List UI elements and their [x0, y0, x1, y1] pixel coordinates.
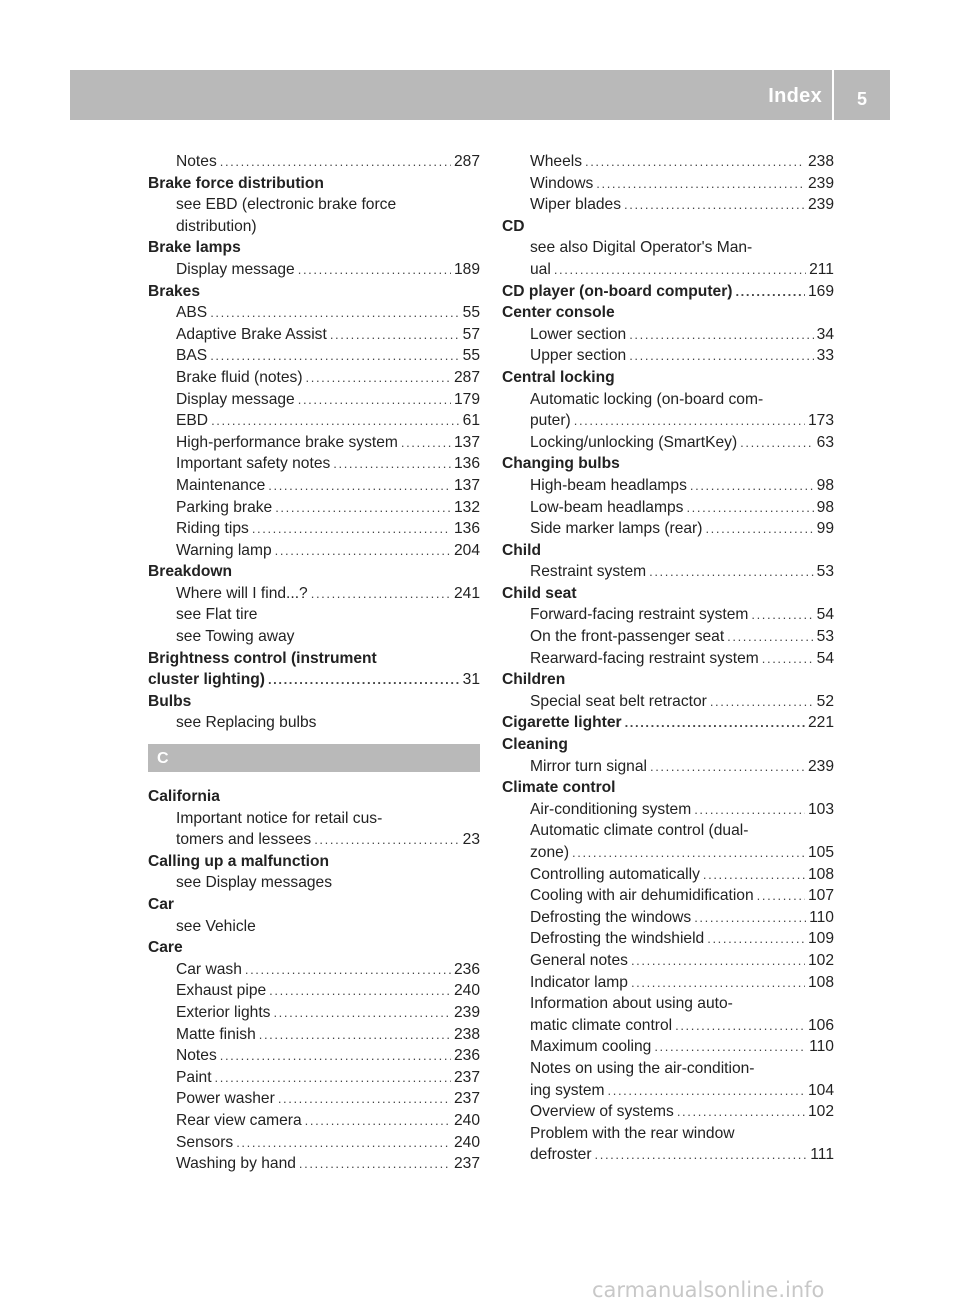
index-entry-subentry	[148, 367, 480, 389]
entry-text: High-performance brake system	[176, 433, 398, 451]
page-reference: 54	[816, 606, 834, 624]
index-entry-subentry	[502, 1144, 834, 1166]
entry-text: General notes	[530, 951, 628, 969]
watermark: carmanualsonline.info	[592, 1278, 825, 1302]
dot-leader	[306, 367, 451, 389]
index-entry-subentry	[502, 907, 834, 929]
page-reference: 99	[816, 520, 834, 538]
index-entry-subentry	[502, 864, 834, 886]
index-entry-subentry	[148, 1110, 480, 1132]
index-entry-subentry	[502, 561, 834, 583]
index-entry-heading: Changing bulbs	[502, 455, 620, 473]
dot-leader	[677, 1101, 805, 1123]
index-entry-subentry	[148, 1045, 480, 1067]
entry-text: Riding tips	[176, 520, 249, 538]
index-entry-subentry	[502, 259, 834, 281]
index-entry-subentry: Problem with the rear window	[530, 1124, 735, 1142]
index-entry-heading: Child seat	[502, 584, 577, 602]
index-entry-subentry	[148, 1132, 480, 1154]
dot-leader	[275, 540, 451, 562]
entry-text: Air-conditioning system	[530, 800, 692, 818]
dot-leader	[649, 561, 814, 583]
index-entry-heading: Climate control	[502, 779, 616, 797]
index-entry-subentry	[148, 518, 480, 540]
dot-leader	[220, 1045, 451, 1067]
dot-leader	[554, 259, 806, 281]
page-reference: 238	[453, 1025, 480, 1043]
header-bar	[70, 70, 832, 120]
entry-text: Rearward-facing restraint system	[530, 649, 759, 667]
entry-text: Power washer	[176, 1090, 275, 1108]
dot-leader	[694, 799, 805, 821]
index-entry-subentry	[148, 432, 480, 454]
page-reference: 287	[453, 368, 480, 386]
index-entry-heading: Care	[148, 939, 183, 957]
dot-leader	[595, 1144, 808, 1166]
index-entry-subentry	[502, 518, 834, 540]
index-entry-heading: California	[148, 788, 220, 806]
entry-text: Matte finish	[176, 1025, 256, 1043]
dot-leader	[710, 691, 814, 713]
index-entry-subentry	[148, 259, 480, 281]
entry-text: matic climate control	[530, 1016, 673, 1034]
dot-leader	[210, 345, 459, 367]
entry-text: Wiper blades	[530, 196, 622, 214]
entry-text: Mirror turn signal	[530, 757, 647, 775]
index-entry-subentry	[148, 324, 480, 346]
index-entry-subentry: Automatic locking (on-board com-	[530, 390, 764, 408]
section-header: C	[148, 744, 480, 772]
page-reference: 107	[807, 887, 834, 905]
entry-text: Maximum cooling	[530, 1038, 652, 1056]
index-entry-subentry	[502, 432, 834, 454]
dot-leader	[596, 173, 805, 195]
dot-leader	[298, 389, 451, 411]
index-entry-subentry	[502, 345, 834, 367]
page-reference: 236	[453, 1047, 480, 1065]
entry-text: High-beam headlamps	[530, 476, 687, 494]
entry-text: Windows	[530, 174, 594, 192]
entry-text: Overview of systems	[530, 1103, 674, 1121]
page-reference: 108	[807, 973, 834, 991]
dot-leader	[629, 345, 813, 367]
entry-text: Restraint system	[530, 563, 647, 581]
page-reference: 55	[462, 347, 480, 365]
page-reference: 237	[453, 1155, 480, 1173]
index-entry-subentry	[148, 1088, 480, 1110]
page-reference: 238	[807, 153, 834, 170]
page-reference: 63	[816, 433, 834, 451]
page-reference: 33	[816, 347, 834, 365]
index-column-right	[502, 151, 834, 1166]
index-entry-subentry	[148, 302, 480, 324]
page-reference: 61	[462, 412, 480, 430]
index-entry-subentry: see EBD (electronic brake force	[176, 196, 397, 214]
entry-text: Maintenance	[176, 476, 266, 494]
index-entry-subentry	[502, 799, 834, 821]
index-entry-subentry: see Towing away	[176, 628, 295, 646]
entry-text: Notes	[176, 1047, 217, 1065]
entry-text: CD player (on-board computer)	[502, 282, 733, 300]
entry-text: Important safety notes	[176, 455, 331, 473]
page-reference: 103	[807, 800, 834, 818]
dot-leader	[269, 980, 451, 1002]
page-reference: 109	[807, 930, 834, 948]
dot-leader	[762, 648, 814, 670]
entry-text: Defrosting the windows	[530, 908, 692, 926]
index-entry-subentry	[502, 950, 834, 972]
index-entry-subentry	[502, 194, 834, 216]
index-entry-subentry: see Replacing bulbs	[176, 714, 317, 732]
page-reference: 54	[816, 649, 834, 667]
dot-leader	[624, 194, 805, 216]
index-entry-subentry	[148, 453, 480, 475]
dot-leader	[299, 1153, 451, 1175]
page-reference: 132	[453, 498, 480, 516]
page-reference: 239	[807, 174, 834, 192]
page-reference: 287	[453, 153, 480, 170]
index-entry-subentry	[148, 389, 480, 411]
index-entry-subentry	[502, 410, 834, 432]
entry-text: Where will I find...?	[176, 584, 308, 602]
index-entry-subentry	[502, 648, 834, 670]
page-reference: 55	[462, 304, 480, 322]
entry-text: Side marker lamps (rear)	[530, 520, 703, 538]
page-number: 5	[834, 70, 890, 120]
dot-leader	[735, 281, 805, 303]
index-entry-heading	[148, 669, 480, 691]
index-entry-subentry	[502, 497, 834, 519]
page-reference: 102	[807, 951, 834, 969]
page-reference: 237	[453, 1068, 480, 1086]
page-reference: 108	[807, 865, 834, 883]
index-entry-subentry	[148, 1024, 480, 1046]
index-entry-subentry	[502, 885, 834, 907]
entry-text: Brake fluid (notes)	[176, 368, 303, 386]
page-reference: 239	[453, 1003, 480, 1021]
page-reference: 104	[807, 1081, 834, 1099]
entry-text: Lower section	[530, 325, 627, 343]
dot-leader	[707, 928, 805, 950]
page-reference: 239	[807, 757, 834, 775]
index-entry-subentry	[502, 1036, 834, 1058]
dot-leader	[629, 324, 813, 346]
index-entry-subentry	[148, 540, 480, 562]
page-reference: 189	[453, 260, 480, 278]
dot-leader	[333, 453, 451, 475]
entry-text: Locking/unlocking (SmartKey)	[530, 433, 738, 451]
dot-leader	[572, 842, 805, 864]
index-entry-heading: Brake force distribution	[148, 174, 324, 192]
page-reference: 31	[462, 671, 480, 689]
dot-leader	[245, 959, 451, 981]
entry-text: Exterior lights	[176, 1003, 271, 1021]
dot-leader	[314, 829, 459, 851]
index-entry-heading: Car	[148, 896, 175, 913]
dot-leader	[330, 324, 460, 346]
page-reference: 240	[453, 1133, 480, 1151]
page-reference: 102	[807, 1103, 834, 1121]
index-entry-subentry: Important notice for retail cus-	[176, 809, 383, 827]
index-entry-heading: Brakes	[148, 282, 201, 300]
entry-text: ual	[530, 260, 551, 278]
index-entry-subentry	[148, 497, 480, 519]
page-reference: 53	[816, 563, 834, 581]
page-reference: 110	[809, 1038, 834, 1056]
dot-leader	[694, 907, 806, 929]
index-entry-subentry	[148, 1067, 480, 1089]
dot-leader	[757, 885, 805, 907]
entry-text: On the front-passenger seat	[530, 628, 725, 646]
dot-leader	[311, 583, 451, 605]
page-reference: 136	[453, 520, 480, 538]
entry-text: Sensors	[176, 1133, 234, 1151]
entry-text: Low-beam headlamps	[530, 498, 684, 516]
dot-leader	[631, 950, 805, 972]
page-reference: 221	[807, 714, 834, 732]
index-entry-subentry: distribution)	[176, 217, 257, 235]
dot-leader	[727, 626, 813, 648]
index-entry-subentry	[148, 345, 480, 367]
dot-leader	[675, 1015, 805, 1037]
dot-leader	[275, 497, 451, 519]
page-reference: 137	[453, 433, 480, 451]
page-reference: 105	[807, 844, 834, 861]
dot-leader	[215, 1067, 451, 1089]
index-entry-subentry	[148, 410, 480, 432]
page-reference: 111	[810, 1146, 834, 1164]
page-reference: 136	[453, 455, 480, 473]
dot-leader	[686, 497, 813, 519]
page-reference: 179	[453, 390, 480, 408]
dot-leader	[278, 1088, 451, 1110]
entry-text: BAS	[176, 347, 208, 365]
index-entry-heading	[502, 281, 834, 303]
index-entry-heading: Brightness control (instrument	[148, 649, 377, 667]
dot-leader	[705, 518, 813, 540]
entry-text: Car wash	[176, 960, 242, 978]
page-reference: 241	[453, 584, 480, 602]
entry-text: Parking brake	[176, 498, 273, 516]
index-entry-heading	[502, 712, 834, 734]
index-entry-subentry	[502, 972, 834, 994]
entry-text: Wheels	[530, 153, 582, 170]
entry-text: zone)	[530, 844, 570, 861]
dot-leader	[401, 432, 451, 454]
entry-text: Controlling automatically	[530, 865, 700, 883]
entry-text: Display message	[176, 260, 295, 278]
index-entry-subentry: Information about using auto-	[530, 995, 733, 1013]
dot-leader	[252, 518, 451, 540]
header-title: Index	[768, 85, 822, 107]
dot-leader	[210, 302, 459, 324]
index-entry-subentry	[502, 324, 834, 346]
dot-leader	[220, 151, 451, 173]
index-entry-heading: Children	[502, 671, 566, 689]
page-reference: 57	[462, 325, 480, 343]
index-entry-subentry	[502, 691, 834, 713]
dot-leader	[259, 1024, 451, 1046]
entry-text: Washing by hand	[176, 1155, 296, 1173]
entry-text: Forward-facing restraint system	[530, 606, 749, 624]
dot-leader	[751, 604, 813, 626]
dot-leader	[585, 151, 805, 173]
dot-leader	[211, 410, 460, 432]
dot-leader	[608, 1080, 805, 1102]
index-entry-heading: Bulbs	[148, 692, 192, 710]
page-reference: 23	[462, 831, 480, 849]
index-entry-subentry	[148, 1153, 480, 1175]
entry-text: Notes	[176, 153, 217, 170]
index-entry-subentry	[502, 928, 834, 950]
entry-text: defroster	[530, 1146, 592, 1164]
dot-leader	[703, 864, 805, 886]
entry-text: cluster lighting)	[148, 671, 265, 689]
page-reference: 169	[807, 282, 834, 300]
index-entry-subentry: see Display messages	[176, 874, 333, 892]
index-entry-subentry	[502, 173, 834, 195]
dot-leader	[273, 1002, 451, 1024]
dot-leader	[740, 432, 813, 454]
index-column-left	[148, 151, 480, 1175]
index-entry-subentry	[148, 980, 480, 1002]
index-entry-subentry: Automatic climate control (dual-	[530, 822, 749, 840]
index-entry-subentry	[148, 475, 480, 497]
page-reference: 98	[816, 498, 834, 516]
index-entry-heading: Child	[502, 541, 541, 559]
entry-text: Display message	[176, 390, 295, 408]
entry-text: Exhaust pipe	[176, 982, 267, 1000]
page-reference: 239	[807, 196, 834, 214]
index-entry-subentry	[502, 756, 834, 778]
dot-leader	[625, 712, 805, 734]
entry-text: EBD	[176, 412, 209, 430]
dot-leader	[305, 1110, 451, 1132]
entry-text: ing system	[530, 1081, 605, 1099]
page-reference: 211	[809, 260, 834, 278]
entry-text: Paint	[176, 1068, 212, 1086]
index-entry-subentry	[502, 1101, 834, 1123]
page-reference: 237	[453, 1090, 480, 1108]
page-reference: 173	[807, 412, 834, 430]
index-entry-subentry: see also Digital Operator's Man-	[530, 239, 753, 257]
index-entry-subentry	[148, 151, 480, 173]
index-entry-heading: CD	[502, 217, 525, 235]
entry-text: Rear view camera	[176, 1111, 302, 1129]
index-entry-heading: Calling up a malfunction	[148, 852, 330, 870]
dot-leader	[654, 1036, 806, 1058]
dot-leader	[574, 410, 805, 432]
page-reference: 53	[816, 628, 834, 646]
index-entry-subentry	[502, 1080, 834, 1102]
entry-text: Cigarette lighter	[502, 714, 622, 732]
page-reference: 137	[453, 476, 480, 494]
dot-leader	[298, 259, 451, 281]
index-entry-subentry	[502, 604, 834, 626]
entry-text: Upper section	[530, 347, 627, 365]
dot-leader	[236, 1132, 451, 1154]
index-entry-subentry	[148, 829, 480, 851]
index-entry-heading: Brake lamps	[148, 239, 241, 257]
index-entry-subentry	[502, 475, 834, 497]
index-entry-heading: Cleaning	[502, 736, 568, 754]
page-reference: 34	[816, 325, 834, 343]
entry-text: Cooling with air dehumidification	[530, 887, 754, 905]
index-entry-subentry	[148, 1002, 480, 1024]
entry-text: tomers and lessees	[176, 831, 312, 849]
page-reference: 204	[453, 541, 480, 559]
dot-leader	[268, 669, 460, 691]
index-entry-heading: Central locking	[502, 368, 615, 386]
entry-text: Adaptive Brake Assist	[176, 325, 327, 343]
dot-leader	[268, 475, 451, 497]
dot-leader	[631, 972, 805, 994]
dot-leader	[690, 475, 814, 497]
index-entry-subentry	[502, 1015, 834, 1037]
index-entry-heading: Breakdown	[148, 563, 233, 581]
page-reference: 52	[816, 692, 834, 710]
page-reference: 240	[453, 982, 480, 1000]
entry-text: Defrosting the windshield	[530, 930, 705, 948]
index-entry-subentry: Notes on using the air-condition-	[530, 1059, 755, 1077]
index-entry-subentry	[148, 583, 480, 605]
entry-text: Special seat belt retractor	[530, 692, 707, 710]
index-entry-subentry	[502, 151, 834, 173]
dot-leader	[650, 756, 805, 778]
index-entry-subentry: see Flat tire	[176, 606, 258, 624]
page-reference: 236	[453, 960, 480, 978]
index-entry-subentry: see Vehicle	[176, 917, 256, 935]
index-entry-heading: Center console	[502, 304, 615, 322]
entry-text: Warning lamp	[176, 541, 272, 559]
index-entry-subentry	[148, 959, 480, 981]
entry-text: Indicator lamp	[530, 973, 628, 991]
entry-text: ABS	[176, 304, 208, 322]
index-entry-subentry	[502, 626, 834, 648]
index-entry-subentry	[502, 842, 834, 864]
page-reference: 106	[807, 1016, 834, 1034]
page-reference: 110	[809, 908, 834, 926]
page-reference: 240	[453, 1111, 480, 1129]
entry-text: puter)	[530, 412, 571, 430]
page-reference: 98	[816, 476, 834, 494]
